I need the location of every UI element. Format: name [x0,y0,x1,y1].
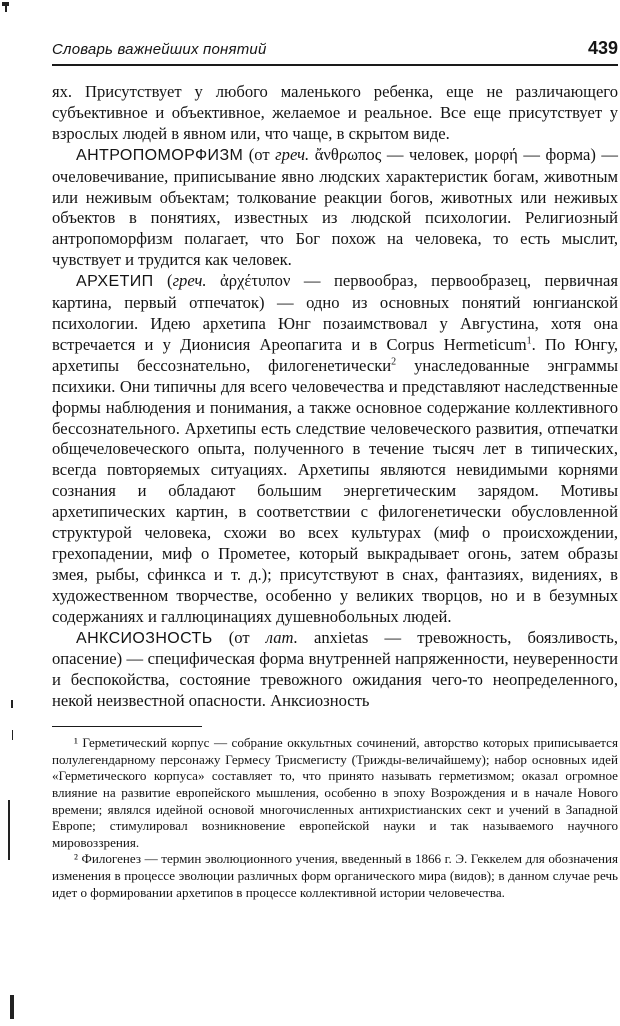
body-text [52,82,618,712]
entry-term: АНТРОПОМОРФИЗМ [76,146,244,164]
entry-anthropomorphism: АНТРОПОМОРФИЗМ (от греч. ἄνθρωπος — человек, μορφή — форма) — очеловечивание, приписывание явно людских характеристик богам, животным или неживым объектам; толкование реакции богов, животных или неживых объектов в понятиях, известных из людской психологии. Религиозный антропоморфизм полагает, что Бог похож на человека, то есть мыслит, чувствует и трудится как человек. [52,144,618,270]
footnote-ref-2: 2 [391,356,397,368]
paragraph-continuation: ях. Присутствует у любого маленького ребенка, еще не различающего субъективное и объективное, желаемое и реальное. Все еще присутствует у взрослых людей в явном или, что чаще, в скрытом виде. [52,82,618,143]
scan-mark [11,700,13,708]
entry-term: АРХЕТИП [76,273,154,291]
entry-anxiety: АНКСИОЗНОСТЬ (от лат. anxietas — тревожность, боязливость, опасение) — специфическая форма внутренней напряженности, неуверенности и беспокойства, состояние тревожного ожидания чего-то неопределенного, некой неизвестной опасности. Анксиозность [52,627,619,711]
running-title: Словарь важнейших понятий [52,41,267,58]
footnote-divider [52,726,202,727]
entry-term: АНКСИОЗНОСТЬ [76,629,213,647]
footnote-1: ¹ Герметический корпус — собрание оккультных сочинений, авторство которых приписывается полулегендарному персонажу Гермесу Трисмегисту (Трижды-величайшему); набор основных идей «Герметического корпуса» составляет то, что принято называть герметизмом; оказал огромное влияние на развитие европейского мышления, особенно в эпоху Возрождения и в начале Нового времени; являлся идейной основой многочисленных антихристианских сект и учений в Западной Европе; стимулировал возникновение европейской науки и так называемого научного мировоззрения. [52,735,618,850]
footnote-2: ² Филогенез — термин эволюционного учения, введенный в 1866 г. Э. Геккелем для обозначения изменения в процессе эволюции различных форм органического мира (видов); в данном случае речь идет о формировании архетипов в процессе коллективной истории человечества. [52,851,618,900]
running-header [52,38,618,66]
footnotes [52,735,618,901]
scan-mark [10,995,14,1019]
page-number: 439 [587,38,618,58]
book-page [52,38,618,901]
scan-mark [8,800,10,860]
entry-archetype: АРХЕТИП (греч. ἀρχέτυπον — первообраз, первообразец, первичная картина, первый отпечаток) — одно из основных понятий юнгианской психологии. Идею архетипа Юнг позаимствовал у Августина, хотя она встречается и у Дионисия Ареопагита и в Corpus Hermeticum$^1$. По Юнгу, архетипы бессознательно, филогенетически$^2$ унаследованные энграммы психики. Они типичны для всего человечества и представляют наследственные формы наблюдения и понимания, а также основное содержание коллективного бессознательного. Архетипы есть следствие человеческого развития, отпечатки общечеловеческого опыта, полученного в течение тысяч лет в типических, всегда повторяемых ситуациях. Архетипы являются невидимыми корнями сознания и обладают большим энергетическим зарядом. Мотивы архетипических картин, в соответствии с филогенетически обусловленной структурой человека, схожи во всех культурах (миф о происхождении, грехопадении, миф о Прометее, который выкрадывает огонь, затем образы змея, рыбы, сфинкса и т. д.); присутствуют в снах, фантазиях, видениях, в художественном творчестве, особенно у великих творцов, но и в безумных содержаниях и галлюцинациях душевнобольных людей. [52,271,618,626]
scan-mark [5,6,7,12]
footnote-ref-1: 1 [526,335,532,347]
scan-mark [12,730,13,740]
